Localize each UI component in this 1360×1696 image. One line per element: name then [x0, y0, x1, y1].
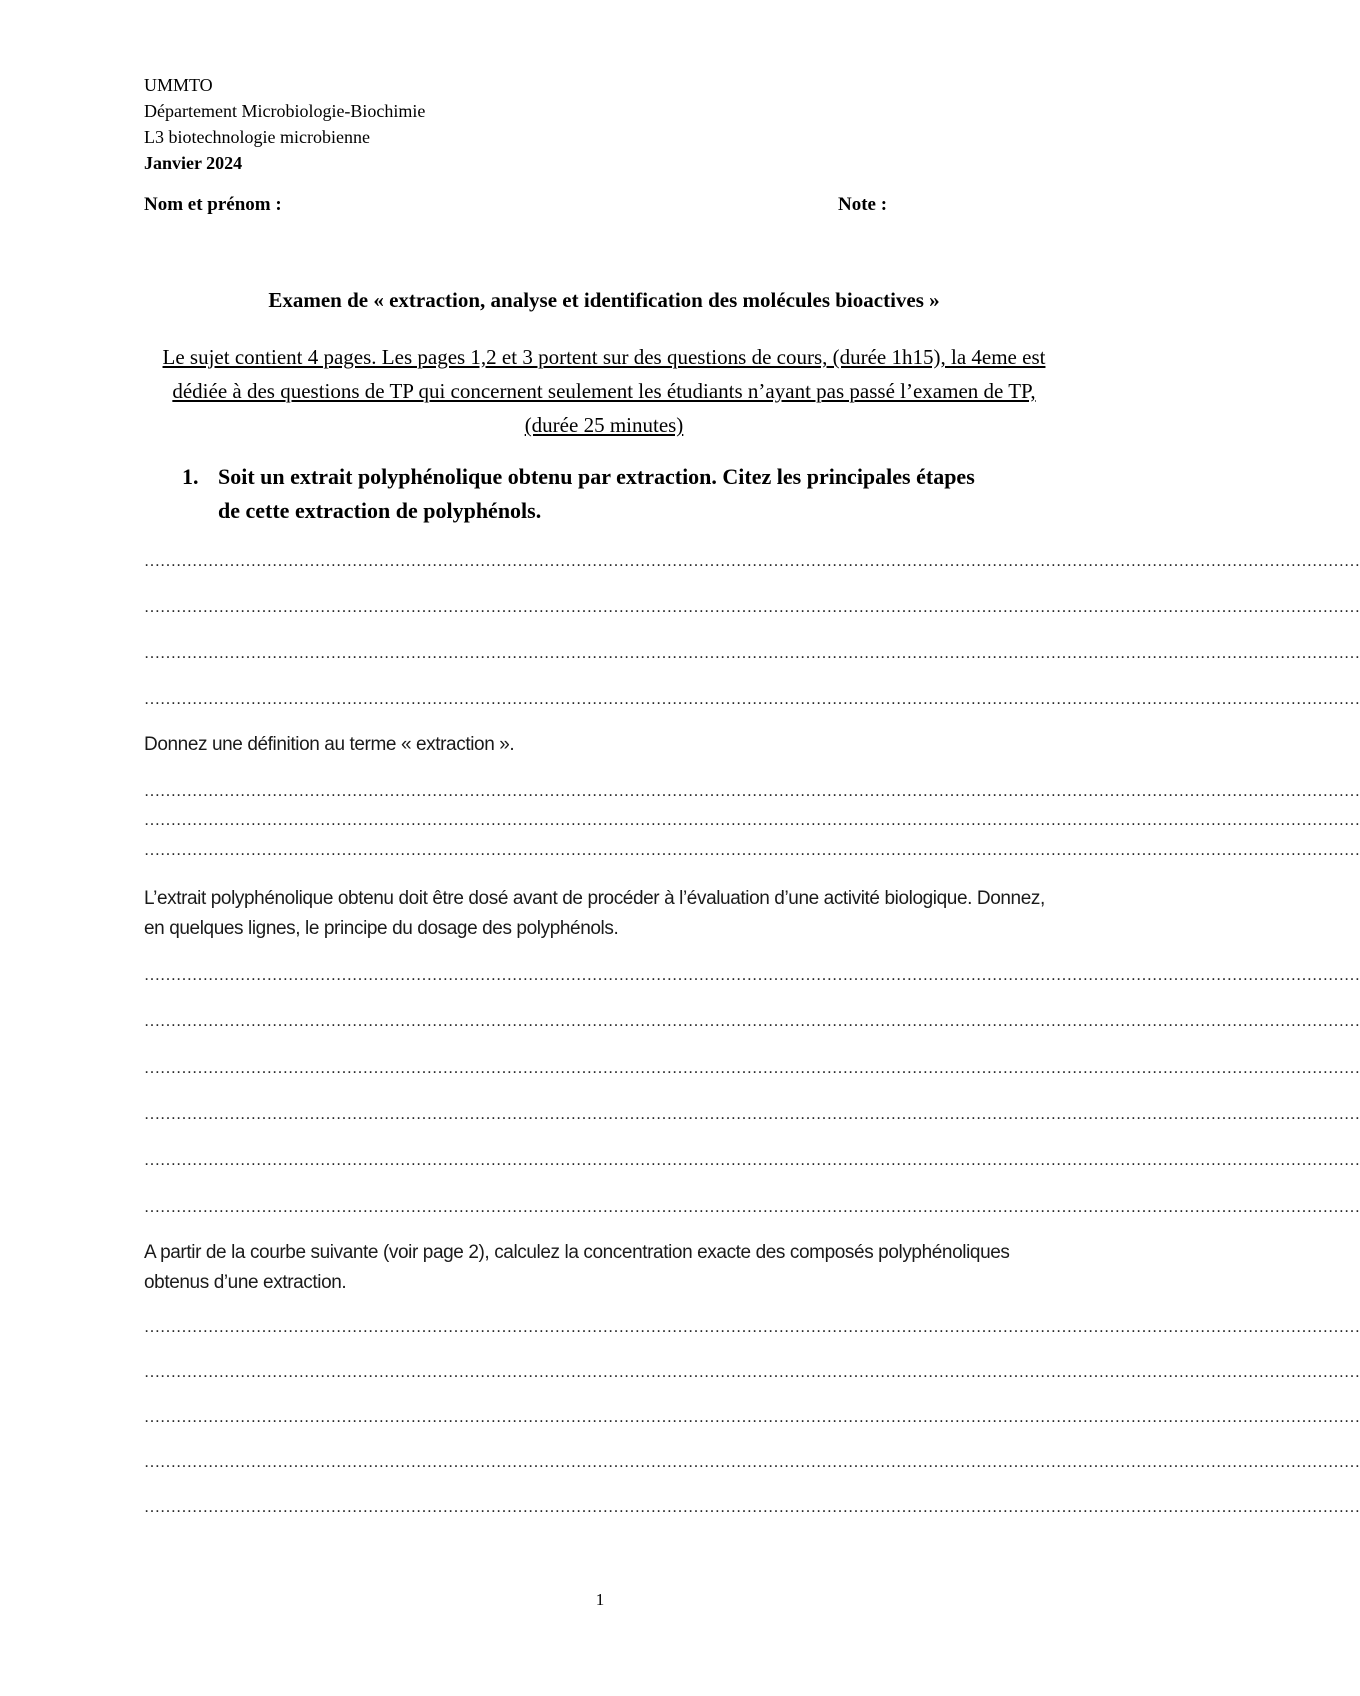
page-number: 1	[595, 1590, 605, 1609]
answer-line: …………………………………………………………………………………………………………………………………………………………………………………………………………	[144, 1454, 1360, 1471]
answer-line: …………………………………………………………………………………………………………………………………………………………………………………………………………	[144, 1499, 1360, 1516]
subject-info: Le sujet contient 4 pages. Les pages 1,2 et 3 portent sur des questions de cours, (durée 1h15), la 4eme est dédiée à des questions de TP qui concernent seulement les étudiants n’ayant pas passé l’examen de TP, (durée 25 minutes)	[162, 345, 1046, 437]
student-info-row	[144, 194, 904, 216]
answer-line: …………………………………………………………………………………………………………………………………………………………………………………………………………	[144, 553, 1360, 570]
answer-line: …………………………………………………………………………………………………………………………………………………………………………………………………………	[144, 842, 1360, 859]
exam-date: Janvier 2024	[144, 153, 243, 173]
answer-line: …………………………………………………………………………………………………………………………………………………………………………………………………………	[144, 1152, 1360, 1169]
university-name: UMMTO	[144, 75, 213, 95]
answer-line: …………………………………………………………………………………………………………………………………………………………………………………………………………	[144, 1319, 1360, 1336]
answer-line: …………………………………………………………………………………………………………………………………………………………………………………………………………	[144, 1013, 1360, 1030]
answer-line: …………………………………………………………………………………………………………………………………………………………………………………………………………	[144, 691, 1360, 708]
department-name: Département Microbiologie-Biochimie	[144, 101, 426, 121]
dosage-prompt: L’extrait polyphénolique obtenu doit être dosé avant de procéder à l’évaluation d’une activité biologique. Donnez, en quelques lignes, le principe du dosage des polyphénols.	[144, 888, 1045, 939]
answer-line: …………………………………………………………………………………………………………………………………………………………………………………………………………	[144, 967, 1360, 984]
question-text: Soit un extrait polyphénolique obtenu par extraction. Citez les principales étapes de cette extraction de polyphénols.	[218, 464, 975, 523]
answer-line: …………………………………………………………………………………………………………………………………………………………………………………………………………	[144, 645, 1360, 662]
document-header	[144, 72, 425, 176]
definition-prompt: Donnez une définition au terme « extraction ».	[144, 734, 515, 755]
answer-line: …………………………………………………………………………………………………………………………………………………………………………………………………………	[144, 1409, 1360, 1426]
answer-line: …………………………………………………………………………………………………………………………………………………………………………………………………………	[144, 599, 1360, 616]
answer-line: …………………………………………………………………………………………………………………………………………………………………………………………………………	[144, 1060, 1360, 1077]
answer-line: …………………………………………………………………………………………………………………………………………………………………………………………………………	[144, 783, 1360, 800]
exam-title: Examen de « extraction, analyse et identification des molécules bioactives »	[268, 288, 940, 312]
question-1	[182, 460, 1002, 528]
note-field-label: Note :	[838, 194, 888, 215]
program-level: L3 biotechnologie microbienne	[144, 127, 370, 147]
question-number: 1.	[182, 464, 199, 489]
name-field-label: Nom et prénom :	[144, 194, 282, 215]
answer-line: …………………………………………………………………………………………………………………………………………………………………………………………………………	[144, 1199, 1360, 1216]
answer-line: …………………………………………………………………………………………………………………………………………………………………………………………………………	[144, 1364, 1360, 1381]
answer-line: …………………………………………………………………………………………………………………………………………………………………………………………………………	[144, 1106, 1360, 1123]
answer-line: …………………………………………………………………………………………………………………………………………………………………………………………………………	[144, 812, 1360, 829]
concentration-prompt: A partir de la courbe suivante (voir page 2), calculez la concentration exacte des composés polyphénoliques obtenus d’une extraction.	[144, 1242, 1010, 1293]
